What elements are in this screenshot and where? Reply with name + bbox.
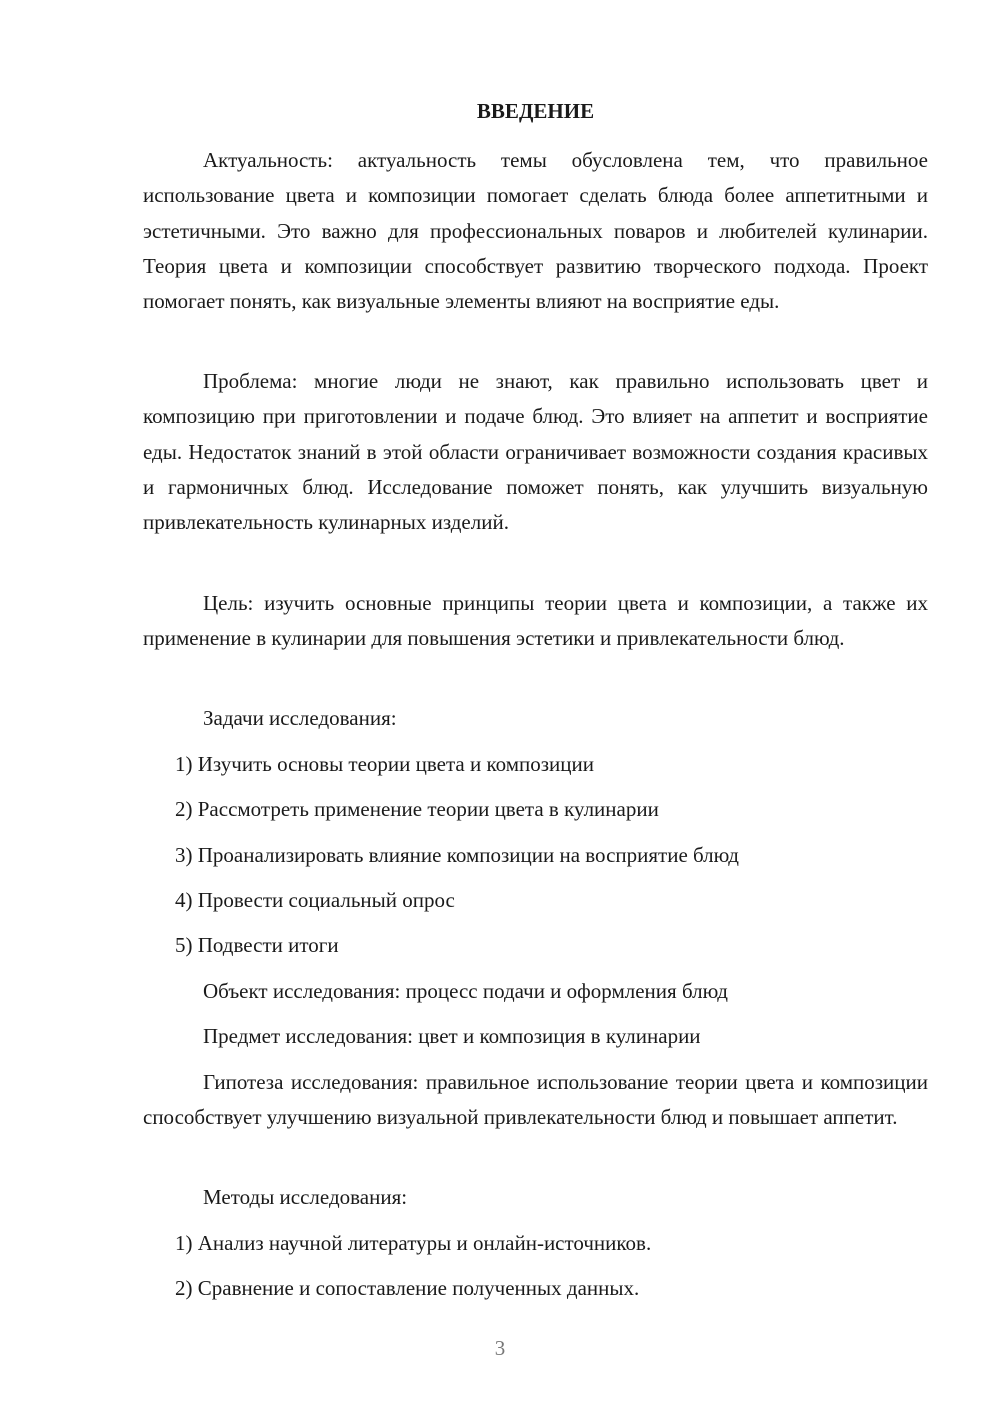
page-title: ВВЕДЕНИЕ — [476, 99, 595, 123]
subject-line: Предмет исследования: цвет и композиция в кулинарии — [203, 1024, 701, 1048]
task-item: 1) Изучить основы теории цвета и композиции — [175, 752, 595, 776]
method-item: 1) Анализ научной литературы и онлайн-источников. — [175, 1231, 652, 1255]
hypothesis-paragraph: Гипотеза исследования: правильное использование теории цвета и композиции способствует улучшению визуальной привлекательности блюд и повышает аппетит. — [143, 1070, 928, 1130]
tasks-heading: Задачи исследования: — [203, 706, 397, 730]
problem-paragraph: Проблема: многие люди не знают, как правильно использовать цвет и композицию при приготовлении и подаче блюд. Это влияет на аппетит и восприятие еды. Недостаток знаний в этой области ограничивает возможности создания красивых и гармоничных блюд. Исследование поможет понять, как улучшить визуальную привлекательность кулинарных изделий. — [143, 369, 928, 535]
methods-heading: Методы исследования: — [203, 1185, 408, 1209]
task-item: 3) Проанализировать влияние композиции на восприятие блюд — [175, 843, 739, 867]
goal-paragraph: Цель: изучить основные принципы теории цвета и композиции, а также их применение в кулинарии для повышения эстетики и привлекательности блюд. — [143, 591, 928, 651]
page-number: 3 — [494, 1336, 506, 1360]
relevance-paragraph: Актуальность: актуальность темы обусловлена тем, что правильное использование цвета и композиции помогает сделать блюда более аппетитными и эстетичными. Это важно для профессиональных поваров и любителей кулинарии. Теория цвета и композиции способствует развитию творческого подхода. Проект помогает понять, как визуальные элементы влияют на восприятие еды. — [143, 148, 928, 314]
task-item: 5) Подвести итоги — [175, 933, 339, 957]
method-item: 2) Сравнение и сопоставление полученных данных. — [175, 1276, 640, 1300]
object-line: Объект исследования: процесс подачи и оформления блюд — [203, 979, 728, 1003]
task-item: 2) Рассмотреть применение теории цвета в кулинарии — [175, 797, 659, 821]
task-item: 4) Провести социальный опрос — [175, 888, 455, 912]
